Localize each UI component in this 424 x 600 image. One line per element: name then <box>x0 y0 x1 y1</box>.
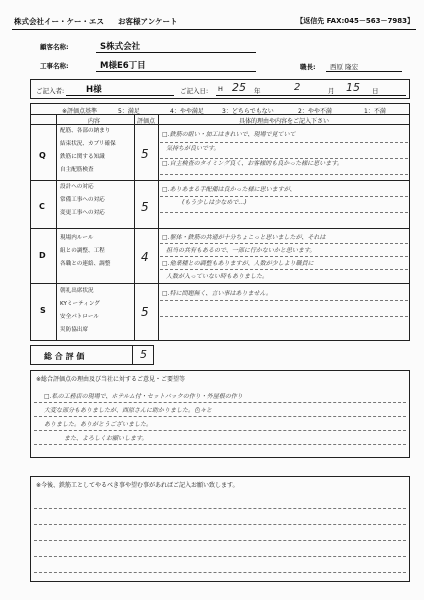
reason-guide-line <box>34 402 406 403</box>
project-name-value: M様E6丁目 <box>100 61 146 71</box>
section-d-comment: □.躯体・鉄筋の共通が十分ちょこっと思いましたが、それは <box>162 234 326 241</box>
overall-divider <box>132 345 133 365</box>
section-q-comment: □.鉄筋の組い・加工はきれいで、現場で見ていて <box>162 131 296 138</box>
reason-comment: 大変な部分もありましたが、西原さんに助かりました。色々と <box>44 407 213 414</box>
project-name-label: 工事名称: <box>40 62 69 70</box>
section-d-comment: 担当の共有もあるので、一部に行かないかと思います。 <box>166 247 316 254</box>
c-guide-line <box>160 212 408 213</box>
request-guide-line <box>34 524 406 525</box>
scale-level-1: 1：不満 <box>364 108 386 115</box>
date-month-unit: 月 <box>328 87 335 95</box>
section-s-item: 災防協出席 <box>60 327 88 333</box>
date-day: 15 <box>346 81 360 94</box>
d-guide-line <box>160 269 408 270</box>
request-guide-line <box>34 556 406 557</box>
scale-row-border <box>30 114 410 115</box>
reason-guide-line <box>34 416 406 417</box>
section-d-letter: D <box>39 251 46 260</box>
section-q-border <box>30 180 410 181</box>
q-guide-line <box>160 142 408 143</box>
c-guide-line <box>160 196 408 197</box>
section-q-item: 鉄筋に関する知識 <box>60 154 105 160</box>
request-guide-line <box>34 540 406 541</box>
overall-score: 5 <box>140 348 147 361</box>
form-title: お客様アンケート <box>118 17 178 26</box>
reason-label: ※総合評価点の理由及び当社に対するご意見・ご要望等 <box>36 376 186 383</box>
date-day-unit: 日 <box>372 87 379 95</box>
section-q-item: 配筋、各部の納まり <box>60 128 111 134</box>
customer-name-underline <box>96 52 256 53</box>
section-s-letter: S <box>40 306 46 315</box>
date-month: 2 <box>294 82 301 93</box>
writer-label: ご記入者: <box>36 87 65 95</box>
company-name: 株式会社イー・ケー・エス <box>14 17 104 26</box>
fax-info: 【返信先 FAX:045－563－7983】 <box>296 17 414 25</box>
section-s-score: 5 <box>141 305 149 319</box>
request-label: ※今後、鉄筋工としてやるべき事や望む事があればご記入お願い致します。 <box>36 482 239 489</box>
section-c-item: 変更工事への対応 <box>60 210 105 216</box>
header-left <box>14 16 178 27</box>
request-guide-line <box>34 508 406 509</box>
header-rule <box>12 29 416 30</box>
section-s-item: 安全パトロール <box>60 314 99 320</box>
foreman-value: 西原 隆宏 <box>330 63 359 71</box>
reason-comment: □.私の工務店の現場で、ホテルム付・セットバックの作り・外屋根の作り <box>44 393 243 400</box>
section-d-item: 各職との連絡、調整 <box>60 261 111 267</box>
reason-guide-line <box>34 444 406 445</box>
date-era: H <box>218 85 223 93</box>
section-d-score: 4 <box>141 250 149 264</box>
customer-name-value: S株式会社 <box>100 42 141 52</box>
form-header <box>14 14 418 28</box>
section-q-item: 結束状況、カブリ確保 <box>60 141 116 147</box>
reason-comment: ありました。ありがとうございました。 <box>44 421 153 428</box>
q-guide-line <box>160 174 408 175</box>
scale-level-2: 2：やや不満 <box>298 108 332 115</box>
section-q-comment: □.自主検査のタイミング良く、お客様的も良かった様に思います。 <box>162 160 343 167</box>
reason-guide-line <box>34 430 406 431</box>
col-reason-header: 具体的理由や内容をご記入下さい <box>238 118 329 125</box>
d-guide-line <box>160 243 408 244</box>
scale-level-3: 3：どちらでもない <box>222 108 274 115</box>
date-year: 25 <box>232 81 246 94</box>
col-score-header: 評価点 <box>136 118 155 125</box>
section-d-item: 現場内ルール <box>60 235 94 241</box>
writer-value: H様 <box>86 85 102 95</box>
section-d-comment: 人数が入っていない時もありました。 <box>166 273 269 280</box>
s-guide-line <box>160 316 408 317</box>
section-c-letter: C <box>39 202 45 211</box>
section-d-border <box>30 283 410 284</box>
section-s-item: KYミーティング <box>60 301 100 307</box>
scale-level-5: 5：満足 <box>118 108 140 115</box>
foreman-underline <box>326 71 402 72</box>
section-q-comment: 気持ちが良いです。 <box>166 145 220 152</box>
header-row-border <box>30 124 410 125</box>
section-c-item: 常備工事への対応 <box>60 197 105 203</box>
section-s-comment: □.特に問題無く、言い事はありません。 <box>162 290 272 297</box>
reason-comment: また、よろしくお願いします。 <box>64 435 148 442</box>
section-d-comment: □.他業種との調整もありますが、人数が少しより職員に <box>162 260 314 267</box>
d-guide-line <box>160 256 408 257</box>
scale-label: ※評価点基準 <box>62 108 98 115</box>
section-c-border <box>30 228 410 229</box>
section-c-score: 5 <box>141 200 149 214</box>
section-c-item: 設計への対応 <box>60 184 94 190</box>
section-c-comment: (もう少しは少なめで…) <box>182 199 247 206</box>
request-guide-line <box>34 572 406 573</box>
foreman-label: 職長: <box>300 63 316 71</box>
section-q-item: 自主配筋検査 <box>60 167 94 173</box>
section-c-comment: □.ありあまる手配備は良かった様に思いますが、 <box>162 186 296 193</box>
section-s-item: 朝礼出席状況 <box>60 288 94 294</box>
project-name-underline <box>96 71 256 72</box>
col-content-header: 内容 <box>87 118 100 125</box>
section-q-score: 5 <box>141 147 149 161</box>
overall-label: 総 合 評 価 <box>44 352 85 361</box>
customer-name-label: 顧客名称: <box>40 43 69 51</box>
section-d-item: 組との調整、工程 <box>60 248 105 254</box>
s-guide-line <box>160 300 408 301</box>
writer-underline <box>66 95 174 96</box>
date-year-unit: 年 <box>254 87 261 95</box>
date-underline <box>216 95 406 96</box>
date-label: ご記入日: <box>180 87 209 95</box>
section-q-letter: Q <box>39 151 46 160</box>
request-box <box>30 476 410 582</box>
q-guide-line <box>160 158 408 159</box>
scale-level-4: 4：やや満足 <box>170 108 204 115</box>
